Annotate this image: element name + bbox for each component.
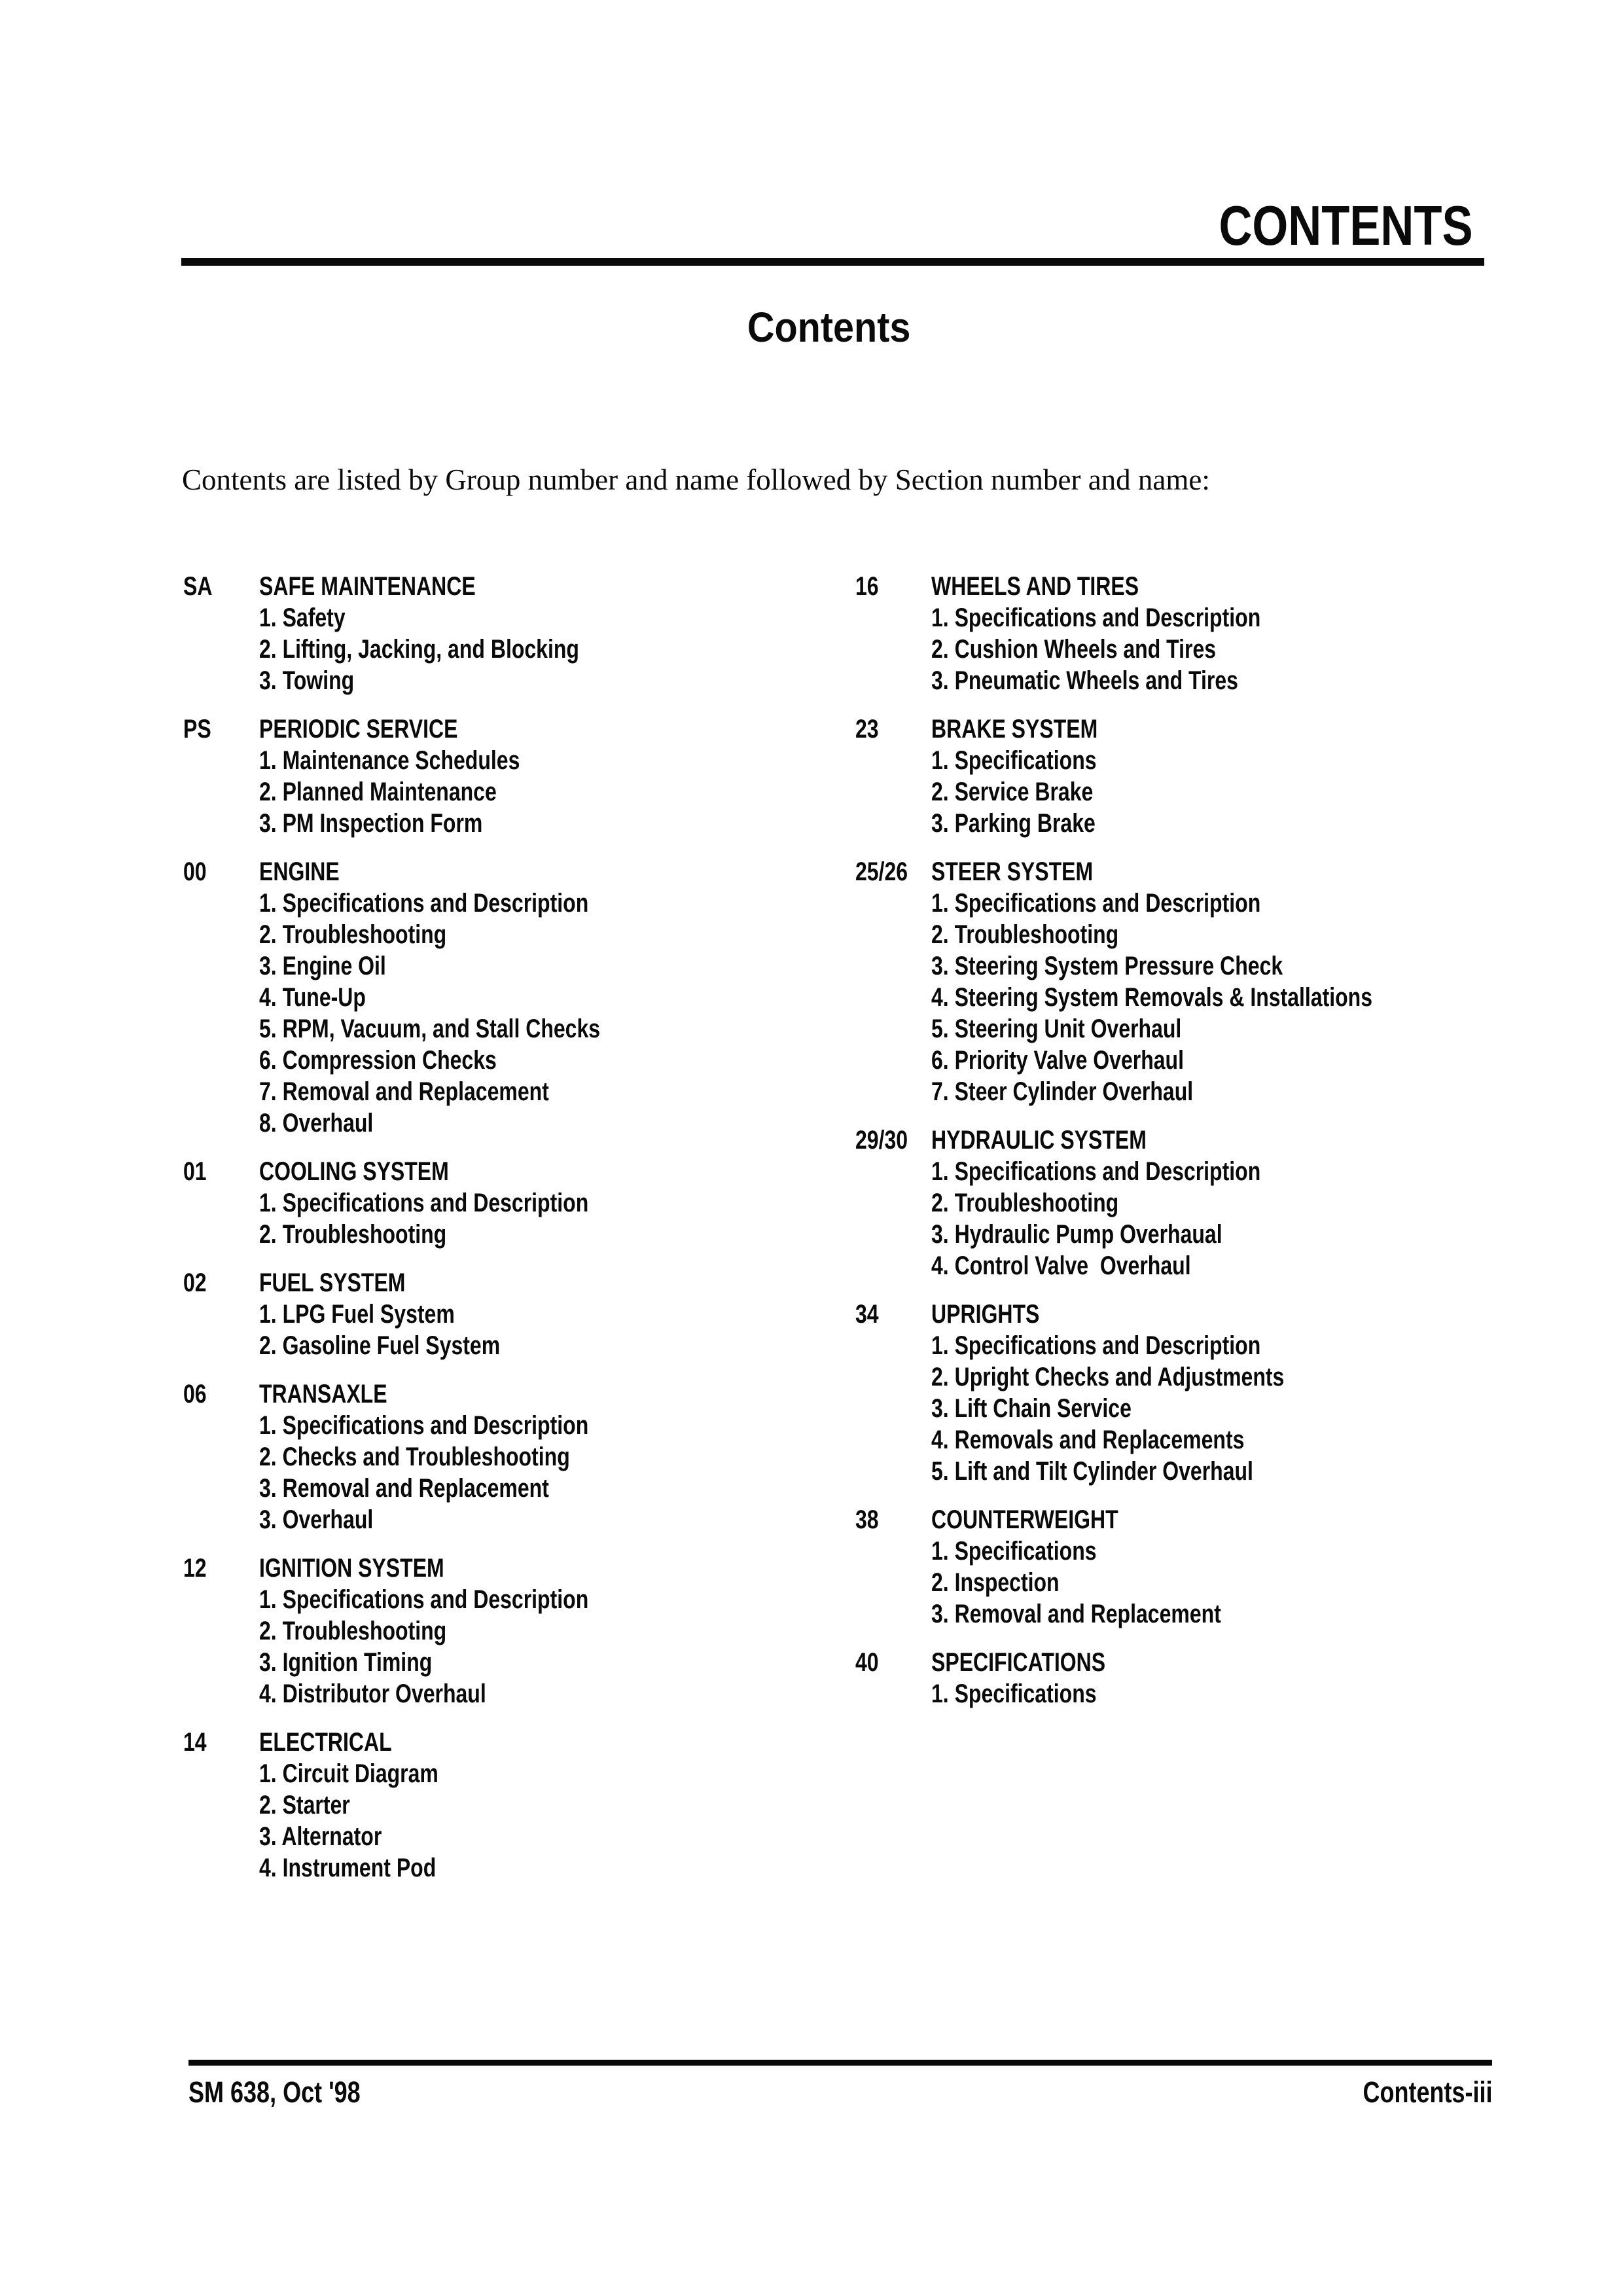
footer-document-id: [188, 2076, 403, 2109]
group-title-cell: [259, 1727, 425, 1758]
toc-item-text: 1. Specifications and Description: [931, 1331, 1261, 1360]
footer-rule: [188, 2060, 1492, 2066]
toc-item-text: 3. Hydraulic Pump Overhaual: [931, 1220, 1222, 1249]
group-title-cell: [259, 1552, 490, 1584]
toc-group-heading: [855, 1299, 1623, 1330]
toc-item: [183, 1410, 855, 1441]
toc-column-left: [183, 571, 855, 1901]
toc-item: [855, 1535, 1623, 1567]
page-header: [1167, 195, 1473, 257]
group-code: 38: [855, 1505, 879, 1534]
toc-item-text: 2. Lifting, Jacking, and Blocking: [259, 635, 579, 664]
group-title-cell: [259, 856, 359, 888]
toc-item-text: 3. Lift Chain Service: [931, 1394, 1132, 1423]
toc-item: [183, 1584, 855, 1615]
toc-item-text: 4. Removals and Replacements: [931, 1426, 1245, 1454]
toc-item: [855, 1424, 1623, 1456]
toc-item-text: 2. Planned Maintenance: [259, 778, 497, 806]
toc-item: [855, 1219, 1623, 1250]
toc-item: [183, 1852, 855, 1884]
toc-item-text: 1. Maintenance Schedules: [259, 746, 520, 775]
group-title-cell: [931, 1504, 1165, 1535]
toc-item-text: 2. Cushion Wheels and Tires: [931, 635, 1217, 664]
toc-group-heading: [855, 1504, 1623, 1535]
toc-column-right: [855, 571, 1623, 1727]
group-title-cell: [931, 1647, 1149, 1678]
group-title: TRANSAXLE: [259, 1380, 387, 1408]
toc-item-text: 4. Steering System Removals & Installations: [931, 983, 1373, 1012]
toc-item-text: 5. Lift and Tilt Cylinder Overhaul: [931, 1457, 1253, 1486]
group-code: 29/30: [855, 1126, 908, 1155]
toc-item: [183, 1076, 855, 1107]
toc-item: [855, 919, 1623, 950]
page-header-label: CONTENTS: [1218, 195, 1472, 257]
toc-item: [183, 1330, 855, 1361]
toc-item-text: 7. Removal and Replacement: [259, 1077, 549, 1106]
toc-item-text: 1. Safety: [259, 603, 346, 632]
toc-item: [183, 1758, 855, 1789]
group-code-cell: [183, 1267, 259, 1299]
group-title-cell: [259, 1267, 442, 1299]
toc-item-text: 3. Towing: [259, 666, 355, 695]
toc-item: [183, 982, 855, 1013]
toc-item: [855, 888, 1623, 919]
toc-group: [183, 1727, 855, 1884]
group-title: ELECTRICAL: [259, 1728, 392, 1757]
toc-item: [183, 1013, 855, 1045]
toc-item-text: 1. Specifications: [931, 746, 1097, 775]
group-title-cell: [931, 1124, 1200, 1156]
footer-page-number-text: Contents-iii: [1363, 2075, 1492, 2109]
toc-item-text: 3. Ignition Timing: [259, 1648, 433, 1677]
toc-group: [855, 713, 1623, 839]
group-title-cell: [931, 571, 1190, 602]
group-code-cell: [855, 856, 931, 888]
toc-item: [183, 1678, 855, 1710]
toc-group-heading: [855, 571, 1623, 602]
toc-item-text: 1. Specifications and Description: [931, 889, 1261, 918]
group-title: WHEELS AND TIRES: [931, 572, 1139, 601]
toc-group: [183, 1156, 855, 1250]
page-title: [0, 304, 1623, 351]
toc-group: [183, 713, 855, 839]
toc-item: [855, 1187, 1623, 1219]
toc-item: [183, 888, 855, 919]
group-code: 16: [855, 572, 879, 601]
toc-group-heading: [855, 713, 1623, 745]
toc-item: [183, 634, 855, 665]
group-title-cell: [931, 1299, 1067, 1330]
toc-group-heading: [183, 1378, 855, 1410]
group-title-cell: [931, 713, 1139, 745]
group-title: COOLING SYSTEM: [259, 1157, 449, 1186]
group-title: SAFE MAINTENANCE: [259, 572, 476, 601]
toc-group: [183, 571, 855, 696]
toc-item: [855, 634, 1623, 665]
toc-item-text: 3. Steering System Pressure Check: [931, 952, 1283, 980]
group-title: IGNITION SYSTEM: [259, 1554, 444, 1583]
toc-item: [183, 1615, 855, 1647]
toc-item-text: 2. Starter: [259, 1791, 350, 1820]
toc-item: [183, 808, 855, 839]
toc-group: [855, 1124, 1623, 1282]
toc-item-text: 5. RPM, Vacuum, and Stall Checks: [259, 1014, 601, 1043]
group-code-cell: [855, 571, 931, 602]
toc-group-heading: [855, 856, 1623, 888]
group-code-cell: [183, 1552, 259, 1584]
page-title-text: Contents: [747, 304, 911, 351]
toc-item-text: 4. Control Valve Overhaul: [931, 1251, 1191, 1280]
toc-item: [183, 1219, 855, 1250]
toc-item-text: 2. Upright Checks and Adjustments: [931, 1363, 1285, 1391]
toc-item: [855, 1156, 1623, 1187]
toc-item-text: 1. LPG Fuel System: [259, 1300, 455, 1329]
toc-group-heading: [183, 1552, 855, 1584]
toc-item-text: 1. Specifications and Description: [259, 1411, 589, 1440]
group-code-cell: [855, 713, 931, 745]
toc-item-text: 3. Engine Oil: [259, 952, 386, 980]
group-code: 25/26: [855, 857, 908, 886]
group-title-cell: [259, 713, 507, 745]
toc-item: [855, 1250, 1623, 1282]
group-code: 12: [183, 1554, 207, 1583]
toc-item-text: 1. Specifications and Description: [259, 889, 589, 918]
group-code-cell: [855, 1647, 931, 1678]
toc-item-text: 6. Compression Checks: [259, 1046, 497, 1075]
group-title: HYDRAULIC SYSTEM: [931, 1126, 1147, 1155]
toc-item-text: 2. Troubleshooting: [259, 1220, 447, 1249]
toc-group: [855, 571, 1623, 696]
toc-group: [855, 1647, 1623, 1710]
group-code: 06: [183, 1380, 207, 1408]
group-title-cell: [259, 1378, 419, 1410]
toc-item-text: 2. Service Brake: [931, 778, 1094, 806]
toc-item: [855, 1393, 1623, 1424]
toc-item: [855, 1045, 1623, 1076]
toc-item-text: 8. Overhaul: [259, 1109, 374, 1138]
toc-group-heading: [183, 1727, 855, 1758]
toc-group-heading: [183, 713, 855, 745]
toc-item: [855, 1330, 1623, 1361]
group-code: 02: [183, 1268, 207, 1297]
toc-item: [183, 602, 855, 634]
toc-item: [183, 1473, 855, 1504]
toc-item: [855, 1567, 1623, 1598]
group-title: SPECIFICATIONS: [931, 1648, 1106, 1677]
group-code-cell: [183, 571, 259, 602]
toc-item: [183, 1647, 855, 1678]
toc-item: [183, 1789, 855, 1821]
toc-group-heading: [183, 1156, 855, 1187]
toc-item: [183, 1107, 855, 1139]
toc-item-text: 3. Parking Brake: [931, 809, 1096, 838]
toc-item-text: 1. Specifications and Description: [259, 1189, 589, 1217]
toc-item: [855, 665, 1623, 696]
toc-item-text: 4. Distributor Overhaul: [259, 1679, 486, 1708]
toc-item: [855, 1076, 1623, 1107]
toc-item: [183, 1441, 855, 1473]
toc-item: [855, 1678, 1623, 1710]
group-code-cell: [855, 1124, 931, 1156]
group-code-cell: [855, 1504, 931, 1535]
group-title: ENGINE: [259, 857, 340, 886]
toc-group-heading: [855, 1647, 1623, 1678]
toc-item: [855, 982, 1623, 1013]
toc-group: [183, 1552, 855, 1710]
toc-item-text: 3. Overhaul: [259, 1505, 374, 1534]
toc-item-text: 6. Priority Valve Overhaul: [931, 1046, 1184, 1075]
header-rule: [181, 258, 1484, 266]
toc-group-heading: [183, 571, 855, 602]
toc-item-text: 5. Steering Unit Overhaul: [931, 1014, 1182, 1043]
toc-item: [183, 665, 855, 696]
toc-item: [855, 950, 1623, 982]
toc-group-heading: [855, 1124, 1623, 1156]
group-code-cell: [183, 713, 259, 745]
footer-document-id-text: SM 638, Oct '98: [188, 2075, 361, 2109]
toc-item-text: 1. Specifications: [931, 1537, 1097, 1566]
toc-item-text: 1. Specifications and Description: [931, 1157, 1261, 1186]
toc-item: [855, 1361, 1623, 1393]
toc-group: [183, 1378, 855, 1535]
group-title-cell: [931, 856, 1133, 888]
toc-group-heading: [183, 1267, 855, 1299]
toc-item-text: 2. Troubleshooting: [931, 1189, 1119, 1217]
toc-item-text: 7. Steer Cylinder Overhaul: [931, 1077, 1194, 1106]
group-code: 01: [183, 1157, 207, 1186]
intro-text: Contents are listed by Group number and name followed by Section number and name:: [182, 463, 1210, 496]
toc-group: [855, 1299, 1623, 1487]
toc-item: [855, 1456, 1623, 1487]
group-code: 34: [855, 1300, 879, 1329]
toc-item: [183, 776, 855, 808]
group-title-cell: [259, 1156, 496, 1187]
toc-item-text: 4. Tune-Up: [259, 983, 366, 1012]
toc-item: [183, 1821, 855, 1852]
group-code: SA: [183, 572, 213, 601]
group-code-cell: [183, 1156, 259, 1187]
toc-item: [855, 1598, 1623, 1630]
toc-item: [183, 1187, 855, 1219]
group-code: 14: [183, 1728, 207, 1757]
group-code: 23: [855, 715, 879, 744]
toc-item-text: 1. Circuit Diagram: [259, 1759, 438, 1788]
toc-group: [855, 1504, 1623, 1630]
group-title: BRAKE SYSTEM: [931, 715, 1098, 744]
group-code: 40: [855, 1648, 879, 1677]
toc-item-text: 2. Troubleshooting: [259, 920, 447, 949]
footer-page-number: [1330, 2076, 1492, 2109]
group-title: COUNTERWEIGHT: [931, 1505, 1118, 1534]
toc-item-text: 3. Pneumatic Wheels and Tires: [931, 666, 1238, 695]
toc-item: [183, 745, 855, 776]
toc-item: [855, 602, 1623, 634]
group-code-cell: [183, 1727, 259, 1758]
table-of-contents: [183, 571, 1623, 1901]
toc-item-text: 2. Troubleshooting: [931, 920, 1119, 949]
toc-item-text: 1. Specifications and Description: [931, 603, 1261, 632]
toc-item: [183, 1045, 855, 1076]
toc-item: [183, 1299, 855, 1330]
toc-item-text: 1. Specifications and Description: [259, 1585, 589, 1614]
toc-item-text: 2. Gasoline Fuel System: [259, 1331, 501, 1360]
toc-group: [183, 856, 855, 1139]
group-code: 00: [183, 857, 207, 886]
toc-item: [183, 1504, 855, 1535]
toc-item-text: 2. Checks and Troubleshooting: [259, 1443, 570, 1471]
group-title: UPRIGHTS: [931, 1300, 1040, 1329]
toc-group: [183, 1267, 855, 1361]
group-code: PS: [183, 715, 211, 744]
toc-item-text: 3. Removal and Replacement: [931, 1600, 1221, 1628]
toc-item-text: 3. Removal and Replacement: [259, 1474, 549, 1503]
toc-item-text: 3. Alternator: [259, 1822, 382, 1851]
toc-item: [855, 776, 1623, 808]
toc-item: [183, 919, 855, 950]
group-title: PERIODIC SERVICE: [259, 715, 458, 744]
toc-item-text: 1. Specifications: [931, 1679, 1097, 1708]
group-title: FUEL SYSTEM: [259, 1268, 406, 1297]
toc-item: [183, 950, 855, 982]
toc-item: [855, 745, 1623, 776]
group-code-cell: [183, 856, 259, 888]
toc-item-text: 2. Troubleshooting: [259, 1617, 447, 1645]
group-code-cell: [855, 1299, 931, 1330]
toc-group: [855, 856, 1623, 1107]
group-code-cell: [183, 1378, 259, 1410]
toc-group-heading: [183, 856, 855, 888]
toc-item-text: 2. Inspection: [931, 1568, 1060, 1597]
toc-item: [855, 808, 1623, 839]
toc-item-text: 3. PM Inspection Form: [259, 809, 483, 838]
toc-item-text: 4. Instrument Pod: [259, 1854, 437, 1882]
group-title: STEER SYSTEM: [931, 857, 1094, 886]
group-title-cell: [259, 571, 529, 602]
toc-item: [855, 1013, 1623, 1045]
